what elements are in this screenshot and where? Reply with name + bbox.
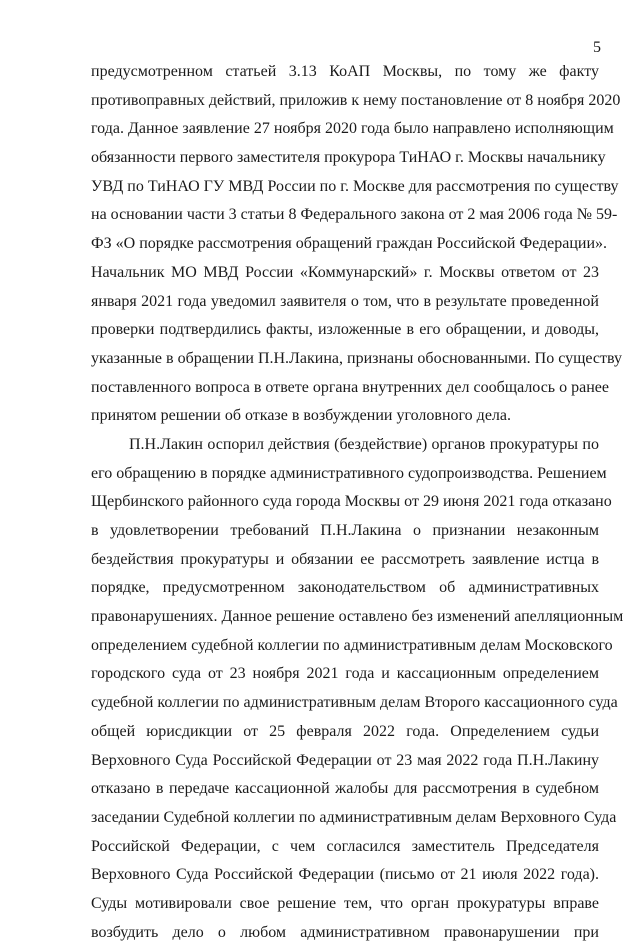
text-line: ФЗ «О порядке рассмотрения обращений граждан Российской Федерации». bbox=[91, 235, 608, 253]
text-line: общей юрисдикции от 25 февраля 2022 года. Определением судьи bbox=[91, 722, 599, 740]
text-line: Начальник МО МВД России «Коммунарский» г. Москвы ответом от 23 bbox=[91, 263, 599, 281]
text-line: Верховного Суда Российской Федерации (письмо от 21 июля 2022 года). bbox=[91, 866, 599, 884]
paragraph-2 bbox=[91, 435, 624, 951]
text-line: поставленного вопроса в ответе органа внутренних дел сообщалось о ранее bbox=[91, 378, 609, 396]
text-line: бездействия прокуратуры и обязании ее рассмотреть заявление истца в bbox=[91, 550, 599, 568]
text-line: указанные в обращении П.Н.Лакина, признаны обоснованными. По существу bbox=[91, 349, 622, 367]
text-line: принятом решении об отказе в возбуждении уголовного дела. bbox=[91, 407, 512, 425]
text-line: предусмотренном статьей 3.13 КоАП Москвы, по тому же факту bbox=[91, 63, 599, 80]
text-line: его обращению в порядке административного судопроизводства. Решением bbox=[91, 464, 607, 482]
text-line: на основании части 3 статьи 8 Федерального закона от 2 мая 2006 года № 59- bbox=[91, 206, 618, 224]
text-line: в удовлетворении требований П.Н.Лакина о признании незаконным bbox=[91, 522, 599, 539]
text-line: января 2021 года уведомил заявителя о том, что в результате проведенной bbox=[91, 292, 599, 310]
text-line: Щербинского районного суда города Москвы от 29 июня 2021 года отказано bbox=[91, 493, 612, 511]
text-line: года. Данное заявление 27 ноября 2020 года было направлено исполняющим bbox=[91, 120, 614, 138]
text-line: городского суда от 23 ноября 2021 года и кассационным определением bbox=[91, 665, 599, 683]
text-line: возбудить дело о любом административном правонарушении при bbox=[91, 923, 599, 941]
text-line: Суды мотивировали свое решение тем, что орган прокуратуры вправе bbox=[91, 894, 599, 912]
text-line: заседании Судебной коллегии по административным делам Верховного Суда bbox=[91, 808, 617, 826]
text-line: правонарушениях. Данное решение оставлено без изменений апелляционным bbox=[91, 608, 624, 626]
paragraph-1 bbox=[91, 62, 622, 435]
text-line: УВД по ТиНАО ГУ МВД России по г. Москве для рассмотрения по существу bbox=[91, 177, 619, 195]
text-line: противоправных действий, приложив к нему постановление от 8 ноября 2020 bbox=[91, 91, 621, 109]
document-body bbox=[91, 62, 624, 951]
text-line: обязанности первого заместителя прокурора ТиНАО г. Москвы начальнику bbox=[91, 149, 606, 167]
text-line: отказано в передаче кассационной жалобы для рассмотрения в судебном bbox=[91, 780, 599, 798]
page-number: 5 bbox=[593, 39, 601, 56]
text-line: порядке, предусмотренном законодательством об административных bbox=[91, 579, 599, 597]
text-line: Верховного Суда Российской Федерации от 23 мая 2022 года П.Н.Лакину bbox=[91, 751, 599, 769]
text-line: проверки подтвердились факты, изложенные в его обращении, и доводы, bbox=[91, 321, 599, 339]
text-line: судебной коллегии по административным делам Второго кассационного суда bbox=[91, 694, 618, 712]
text-line: Российской Федерации, с чем согласился заместитель Председателя bbox=[91, 837, 599, 855]
text-line: определением судебной коллегии по административным делам Московского bbox=[91, 636, 613, 654]
text-line: П.Н.Лакин оспорил действия (бездействие) органов прокуратуры по bbox=[129, 435, 599, 453]
